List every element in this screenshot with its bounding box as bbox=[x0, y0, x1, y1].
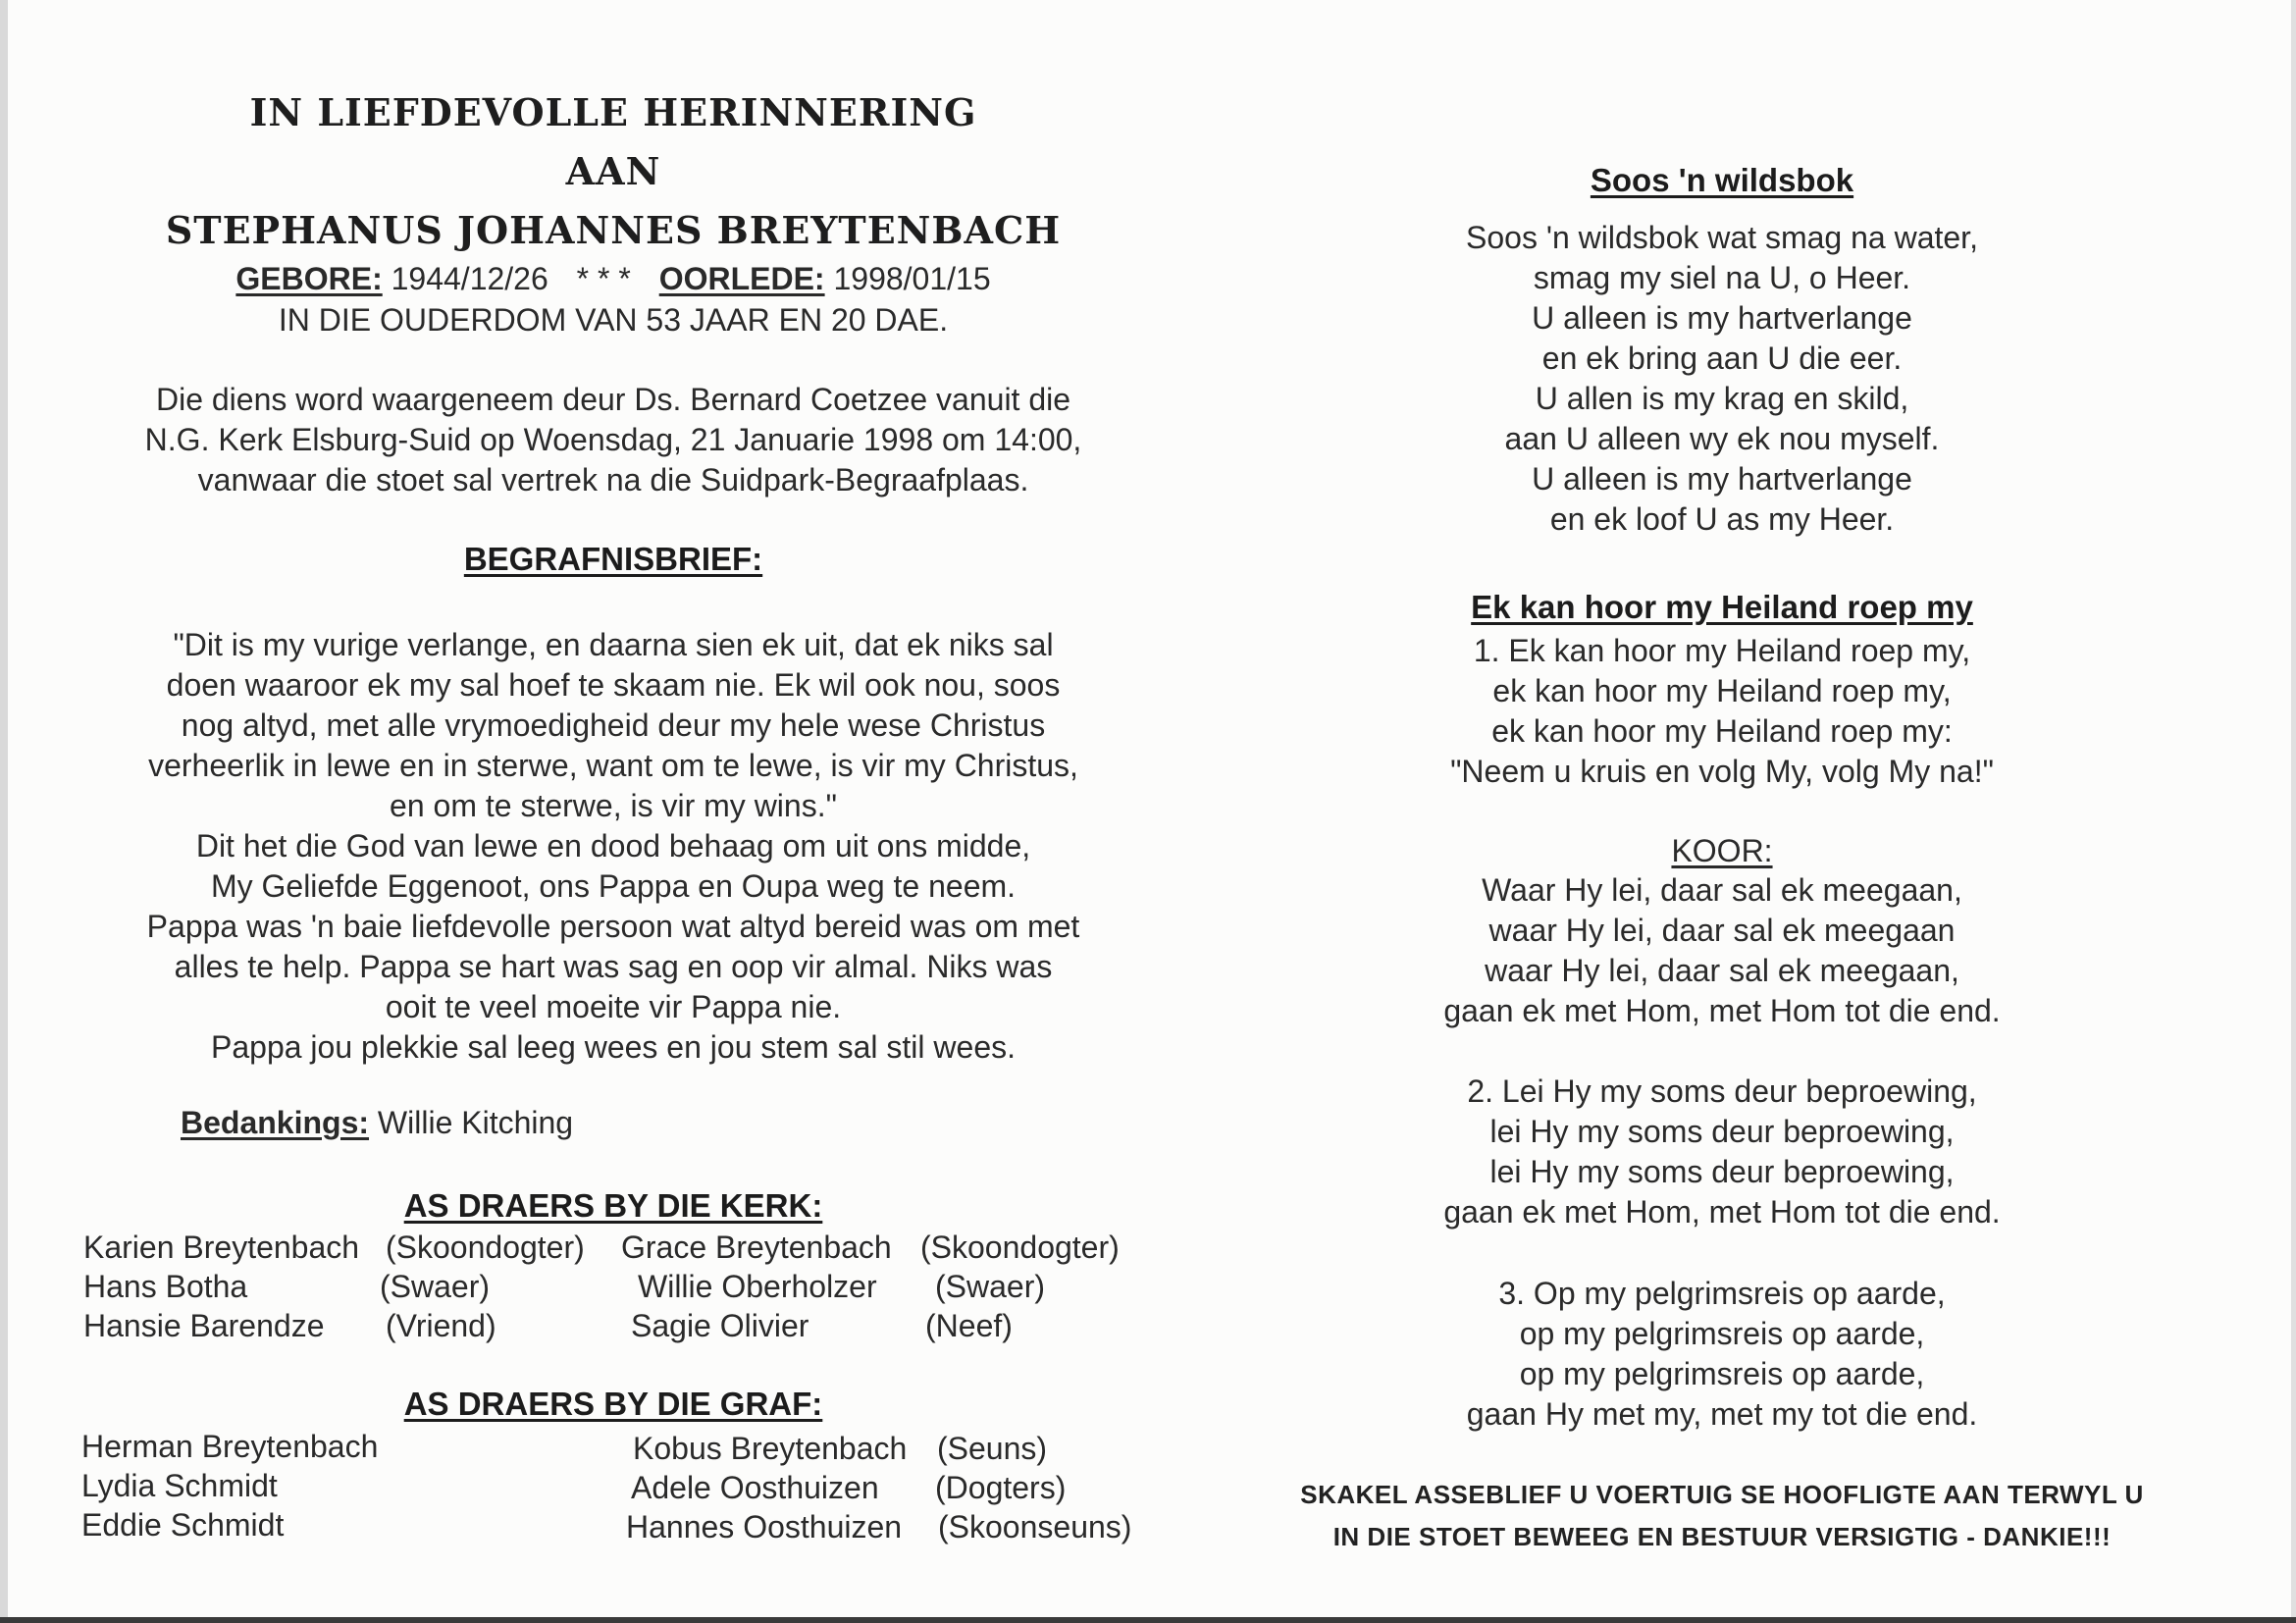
bearer-name: Lydia Schmidt bbox=[81, 1468, 278, 1503]
church-bearers-heading: AS DRAERS BY DIE KERK: bbox=[403, 1187, 823, 1224]
hymn-line: aan U alleen wy ek nou myself. bbox=[1504, 421, 1940, 456]
hymn2-verse-1 bbox=[1207, 631, 2237, 792]
age-line: IN DIE OUDERDOM VAN 53 JAAR EN 20 DAE. bbox=[278, 302, 949, 338]
letter-line: Dit het die God van lewe en dood behaag om uit ons midde, bbox=[195, 828, 1031, 864]
letter-text bbox=[59, 625, 1168, 1068]
hymn-line: Waar Hy lei, daar sal ek meegaan, bbox=[1482, 872, 1962, 908]
hymn-line: op my pelgrimsreis op aarde, bbox=[1519, 1316, 1925, 1351]
hymn-line: waar Hy lei, daar sal ek meegaan, bbox=[1485, 953, 1959, 988]
title-line-1: IN LIEFDEVOLLE HERINNERING bbox=[249, 90, 977, 134]
hymn-line: op my pelgrimsreis op aarde, bbox=[1519, 1356, 1925, 1391]
bearer-name: Adele Oosthuizen bbox=[631, 1470, 879, 1505]
service-line: Die diens word waargeneem deur Ds. Bernard Coetzee vanuit die bbox=[155, 382, 1071, 417]
thanks-line bbox=[181, 1103, 573, 1143]
hymn-line: U alleen is my hartverlange bbox=[1532, 461, 1912, 497]
letter-line: Pappa jou plekkie sal leeg wees en jou stem sal stil wees. bbox=[211, 1029, 1016, 1065]
bearer-relation: (Skoondogter) bbox=[386, 1230, 585, 1265]
hymn-line: U alleen is my hartverlange bbox=[1532, 300, 1912, 336]
hymn2-verse-2 bbox=[1207, 1072, 2237, 1232]
born-value: 1944/12/26 bbox=[391, 261, 548, 296]
title-line-2: AAN bbox=[565, 149, 661, 193]
letter-line: alles te help. Pappa se hart was sag en oop vir almal. Niks was bbox=[174, 949, 1053, 984]
hymn-line: en ek bring aan U die eer. bbox=[1541, 340, 1903, 376]
letter-line: verheerlik in lewe en in sterwe, want om te lewe, is vir my Christus, bbox=[148, 748, 1078, 783]
hymn1-text bbox=[1207, 218, 2237, 540]
bearer-relation: (Vriend) bbox=[386, 1308, 496, 1343]
grave-bearers-heading: AS DRAERS BY DIE GRAF: bbox=[403, 1386, 823, 1422]
letter-line: nog altyd, met alle vrymoedigheid deur my hele wese Christus bbox=[181, 707, 1046, 743]
dates-line bbox=[59, 259, 1168, 299]
bearer-name: Eddie Schmidt bbox=[81, 1507, 285, 1543]
letter-line: "Dit is my vurige verlange, en daarna sien ek uit, dat ek niks sal bbox=[173, 627, 1054, 662]
bearer-name: Karien Breytenbach bbox=[83, 1230, 360, 1265]
hymn1-heading: Soos 'n wildsbok bbox=[1590, 162, 1854, 198]
hymn2-verse-3 bbox=[1207, 1274, 2237, 1435]
born-label: GEBORE: bbox=[235, 261, 383, 296]
hymn2-heading: Ek kan hoor my Heiland roep my bbox=[1471, 589, 1973, 625]
hymn-line: gaan ek met Hom, met Hom tot die end. bbox=[1443, 1194, 2001, 1230]
notice-line: IN DIE STOET BEWEEG EN BESTUUR VERSIGTIG - DANKIE!!! bbox=[1332, 1522, 2112, 1551]
bearer-name: Grace Breytenbach bbox=[621, 1230, 892, 1265]
letter-line: ooit te veel moeite vir Pappa nie. bbox=[385, 989, 842, 1024]
date-separator: * * * bbox=[576, 261, 631, 296]
letter-line: Pappa was 'n baie liefdevolle persoon wat altyd bereid was om met bbox=[146, 909, 1080, 944]
hymn-line: lei Hy my soms deur beproewing, bbox=[1489, 1154, 1955, 1189]
headlights-notice bbox=[1207, 1480, 2237, 1552]
hymn-line: 1. Ek kan hoor my Heiland roep my, bbox=[1473, 633, 1971, 668]
letter-heading: BEGRAFNISBRIEF: bbox=[463, 541, 763, 577]
letter-line: My Geliefde Eggenoot, ons Pappa en Oupa weg te neem. bbox=[210, 868, 1017, 904]
letter-line: doen waaroor ek my sal hoef te skaam nie. Ek wil ook nou, soos bbox=[166, 667, 1061, 703]
scan-edge-bottom bbox=[0, 1617, 2296, 1623]
hymn-line: en ek loof U as my Heer. bbox=[1549, 501, 1895, 537]
deceased-name: STEPHANUS JOHANNES BREYTENBACH bbox=[165, 208, 1062, 252]
hymn-line: Soos 'n wildsbok wat smag na water, bbox=[1466, 220, 1978, 255]
bearer-name: Hansie Barendze bbox=[83, 1308, 325, 1343]
hymn-line: 2. Lei Hy my soms deur beproewing, bbox=[1467, 1073, 1977, 1109]
thanks-label: Bedankings: bbox=[181, 1105, 370, 1140]
bearer-relation: (Neef) bbox=[925, 1308, 1013, 1343]
thanks-value: Willie Kitching bbox=[377, 1105, 574, 1140]
hymn2-chorus bbox=[1207, 870, 2237, 1031]
bearer-name: Willie Oberholzer bbox=[638, 1269, 877, 1304]
hymn-line: lei Hy my soms deur beproewing, bbox=[1489, 1114, 1955, 1149]
hymn-line: ek kan hoor my Heiland roep my, bbox=[1492, 673, 1952, 708]
bearer-relation: (Seuns) bbox=[937, 1431, 1048, 1466]
bearer-name: Herman Breytenbach bbox=[81, 1429, 379, 1464]
bearer-name: Sagie Olivier bbox=[631, 1308, 809, 1343]
died-value: 1998/01/15 bbox=[833, 261, 991, 296]
bearer-name: Kobus Breytenbach bbox=[633, 1431, 908, 1466]
service-line: vanwaar die stoet sal vertrek na die Suidpark-Begraafplaas. bbox=[197, 462, 1029, 497]
bearer-relation: (Dogters) bbox=[935, 1470, 1067, 1505]
bearer-relation: (Swaer) bbox=[935, 1269, 1046, 1304]
hymn-line: 3. Op my pelgrimsreis op aarde, bbox=[1498, 1276, 1946, 1311]
bearer-relation: (Skoonseuns) bbox=[938, 1509, 1132, 1544]
scan-edge-left bbox=[0, 0, 8, 1623]
letter-line: en om te sterwe, is vir my wins." bbox=[390, 788, 837, 823]
hymn-line: smag my siel na U, o Heer. bbox=[1533, 260, 1911, 295]
bearer-relation: (Swaer) bbox=[380, 1269, 491, 1304]
hymn-line: ek kan hoor my Heiland roep my: bbox=[1491, 713, 1953, 749]
hymn-line: U allen is my krag en skild, bbox=[1535, 381, 1909, 416]
hymn-line: "Neem u kruis en volg My, volg My na!" bbox=[1450, 754, 1994, 789]
hymn-line: waar Hy lei, daar sal ek meegaan bbox=[1488, 913, 1956, 948]
bearer-name: Hans Botha bbox=[83, 1269, 248, 1304]
bearer-name: Hannes Oosthuizen bbox=[626, 1509, 903, 1544]
service-text bbox=[59, 380, 1168, 500]
chorus-heading: KOOR: bbox=[1671, 833, 1773, 868]
hymn-line: gaan ek met Hom, met Hom tot die end. bbox=[1443, 993, 2001, 1028]
notice-line: SKAKEL ASSEBLIEF U VOERTUIG SE HOOFLIGTE AAN TERWYL U bbox=[1300, 1480, 2144, 1509]
scan-edge-right bbox=[2291, 0, 2296, 1623]
died-label: OORLEDE: bbox=[658, 261, 825, 296]
service-line: N.G. Kerk Elsburg-Suid op Woensdag, 21 Januarie 1998 om 14:00, bbox=[144, 422, 1082, 457]
bearer-relation: (Skoondogter) bbox=[920, 1230, 1120, 1265]
hymn-line: gaan Hy met my, met my tot die end. bbox=[1466, 1396, 1978, 1432]
